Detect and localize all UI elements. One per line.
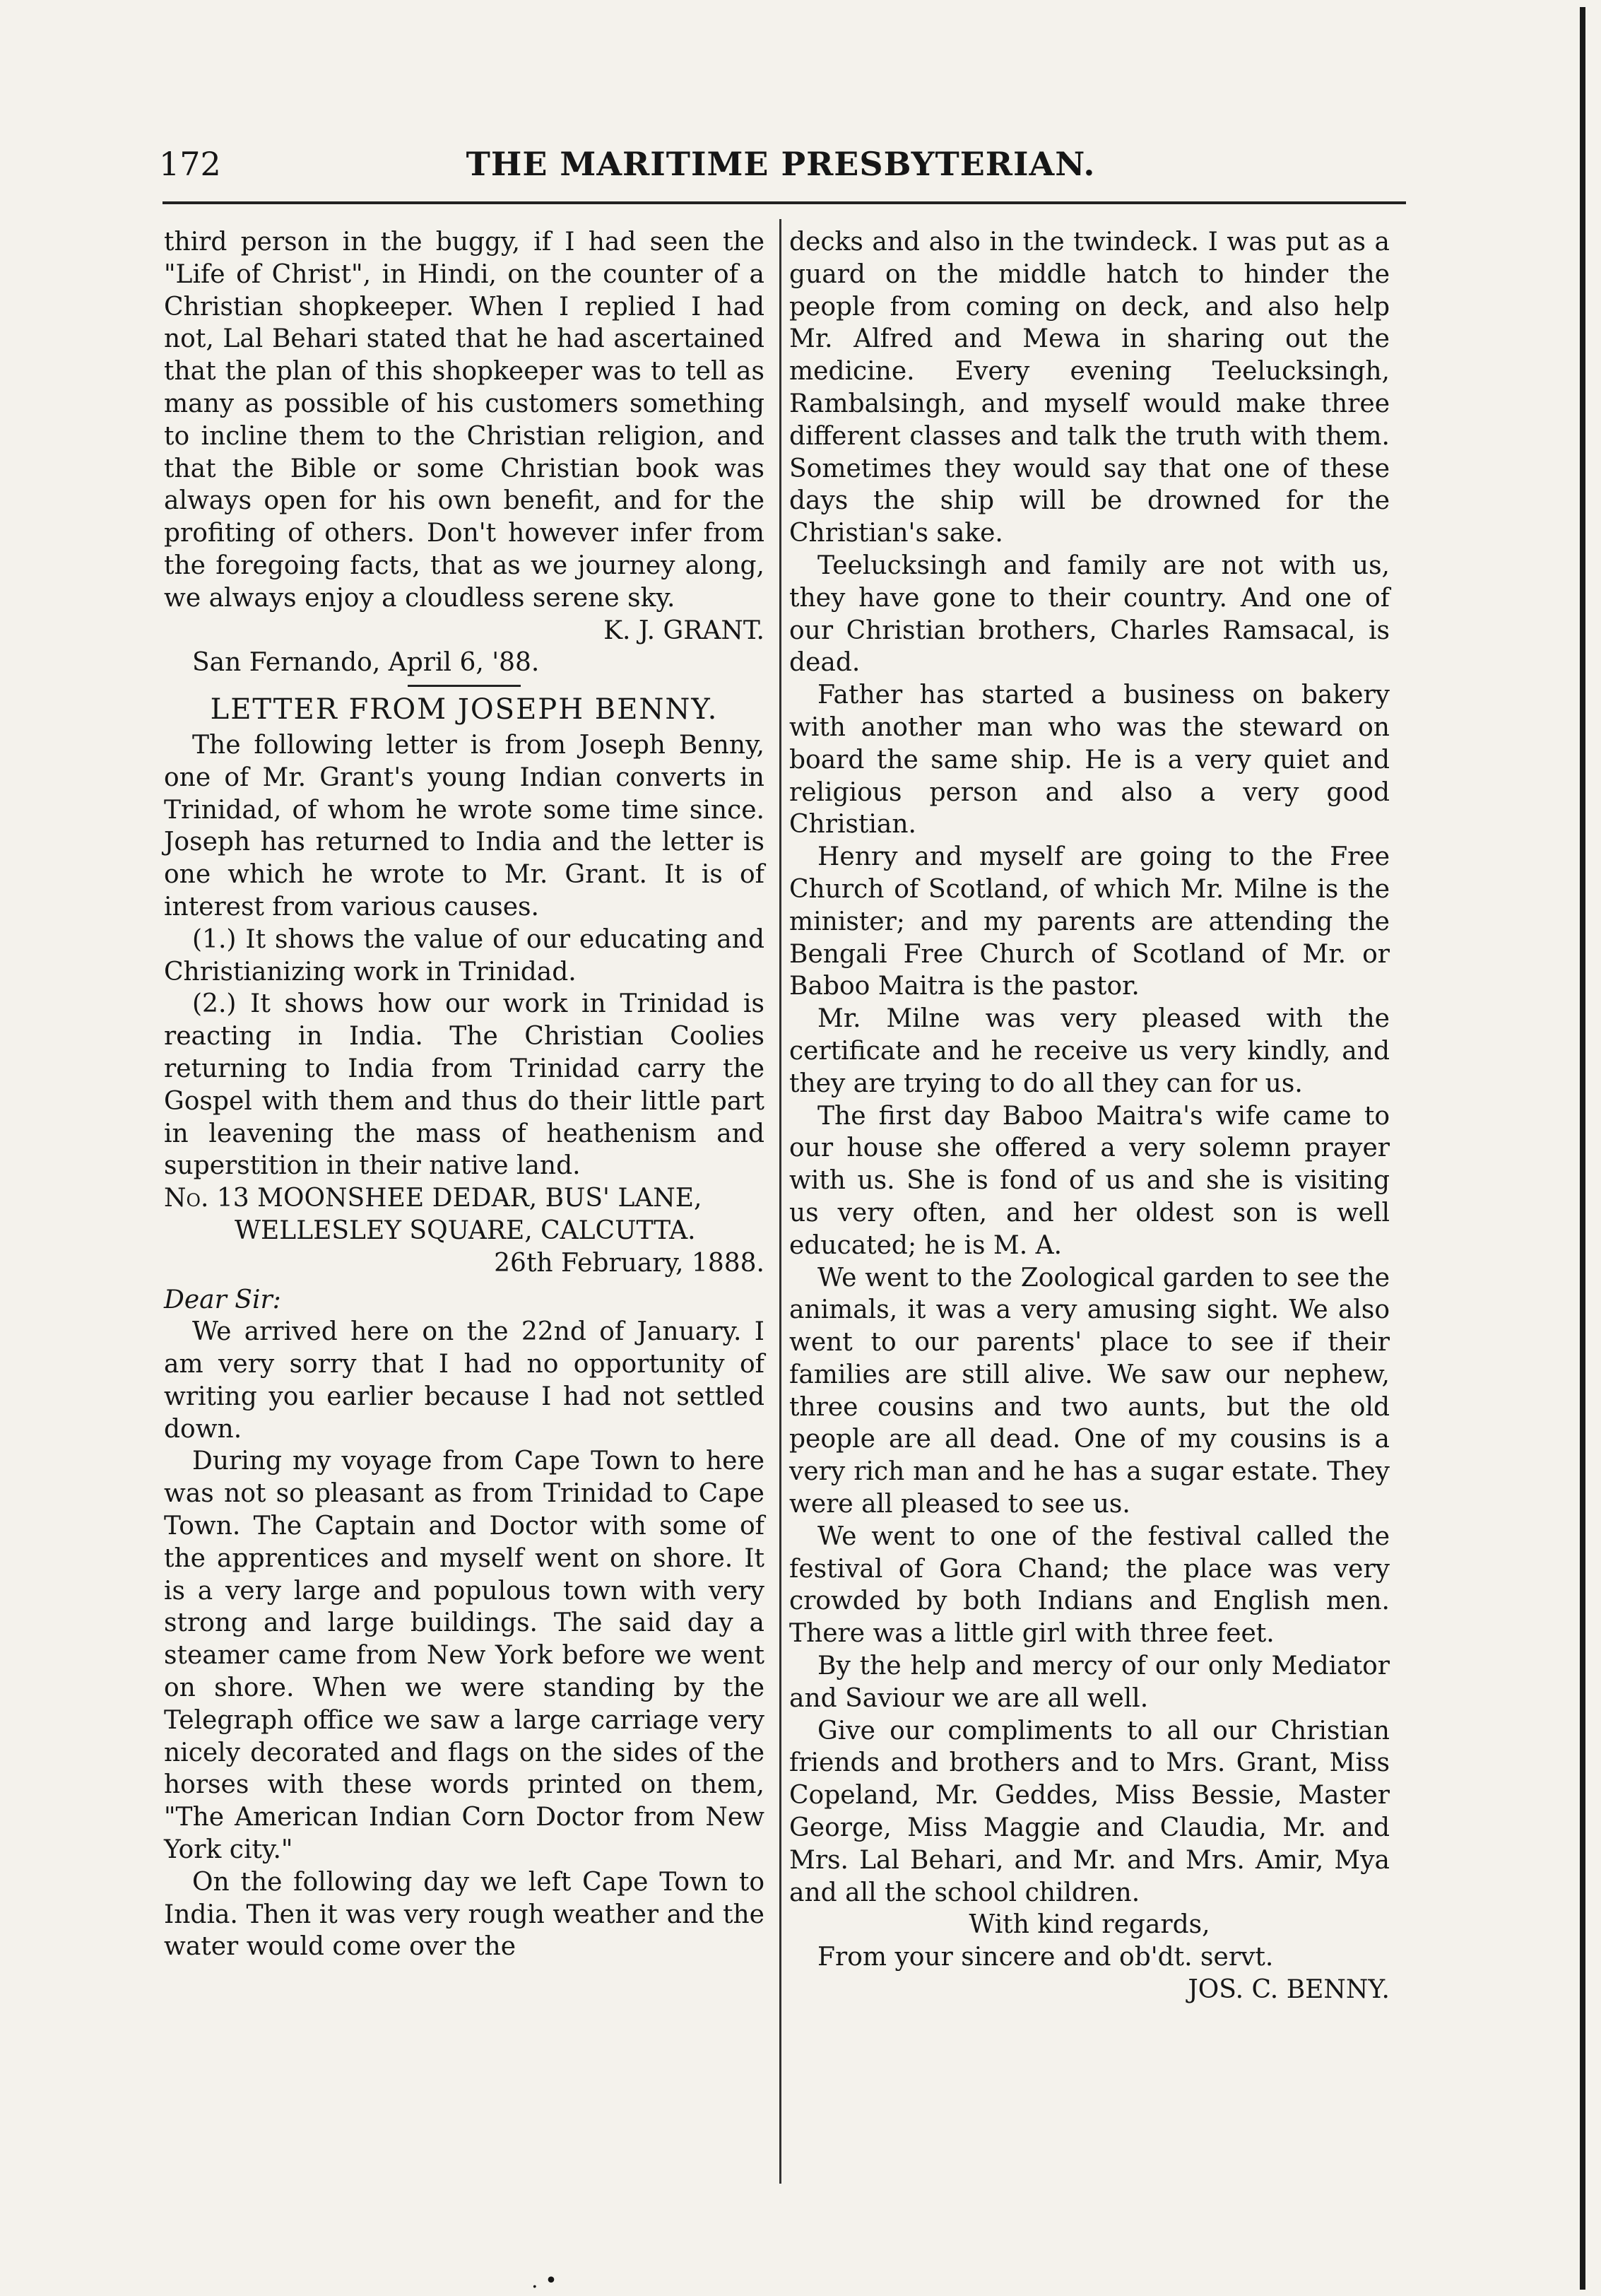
letter-heading: LETTER FROM JOSEPH BENNY.: [210, 693, 719, 726]
editor-note: The following letter is from Joseph Benny, one of Mr. Grant's young Indian converts in Trinidad, of whom he wrote some time since. Joseph has returned to India and the letter is one which he wrote to Mr. Grant. It is of interest from various causes.: [164, 730, 764, 922]
closing-from: From your sincere and ob'dt. servt.: [817, 1943, 1274, 1972]
address-line-1: No. 13 MOONSHEE DEDAR, BUS' LANE,: [164, 1184, 702, 1213]
paragraph-voyage: During my voyage from Cape Town to here was not so pleasant as from Trinidad to Cape Town. The Captain and Doctor with some of the apprentices and myself went on shore. It is a very large and populous town with very strong and large buildings. The said day a steamer came from New York before we went on shore. When we were standing by the Telegraph office we saw a large carriage very nicely decorated and flags on the sides of the horses with these words printed on them, "The American Indian Corn Doctor from New York city.": [164, 1447, 764, 1865]
closing-signature: JOS. C. BENNY.: [1188, 1975, 1390, 2005]
paragraph-festival: We went to one of the festival called the festival of Gora Chand; the place was very crowded by both Indians and English men. There was a little girl with three feet.: [789, 1521, 1390, 1649]
left-column: [164, 226, 764, 1963]
page-number: 172: [159, 145, 221, 183]
paragraph-zoo: We went to the Zoological garden to see the animals, it was a very amusing sight. We also went to our parents' place to see if their families are still alive. We saw our nephew, three cousins and two aunts, but the old people are all dead. One of my cousins is a very rich man and he has a sugar estate. They were all pleased to see us.: [789, 1263, 1390, 1519]
place-date: San Fernando, April 6, '88.: [192, 648, 540, 678]
paragraph-church: Henry and myself are going to the Free Church of Scotland, of which Mr. Milne is the minister; and my parents are attending the Bengali Free Church of Scotland of Mr. or Baboo Maitra is the pastor.: [789, 842, 1390, 1001]
intro-paragraph: third person in the buggy, if I had seen the "Life of Christ", in Hindi, on the counter of a Christian shopkeeper. When I replied I had not, Lal Behari stated that he had ascertained that the plan of this shopkeeper was to tell as many as possible of his customers something to incline them to the Christian religion, and that the Bible or some Christian book was always open for his own benefit, and for the profiting of others. Don't however infer from the foregoing facts, that as we journey along, we always enjoy a cloudless serene sky.: [164, 228, 764, 613]
page-header: [159, 145, 1402, 194]
paragraph-father: Father has started a business on bakery with another man who was the steward on board the same ship. He is a very quiet and religious person and also a very good Christian.: [789, 681, 1390, 840]
paragraph-teelucksingh: Teelucksingh and family are not with us, they have gone to their country. And one of our Christian brothers, Charles Ramsacal, is dead.: [789, 551, 1390, 678]
stray-mark: . •: [531, 2268, 557, 2293]
header-rule: [163, 201, 1406, 204]
page-edge-rule: [1580, 7, 1585, 2290]
salutation: Dear Sir:: [164, 1285, 281, 1314]
address-date: 26th February, 1888.: [494, 1248, 764, 1278]
paragraph-milne: Mr. Milne was very pleased with the certificate and he receive us very kindly, and they are trying to do all they can for us.: [789, 1004, 1390, 1098]
paragraph-following-day: On the following day we left Cape Town to India. Then it was very rough weather and the water would come over the: [164, 1867, 764, 1962]
closing-regards: With kind regards,: [969, 1910, 1210, 1940]
paragraph-arrived: We arrived here on the 22nd of January. I am very sorry that I had no opportunity of writing you earlier because I had not settled down.: [164, 1317, 764, 1444]
paragraph-maitra: The first day Baboo Maitra's wife came to our house she offered a very solemn prayer with us. She is fond of us and she is visiting us very often, and her oldest son is well educated; he is M. A.: [789, 1101, 1390, 1260]
right-column: [789, 226, 1390, 2006]
paragraph-mediator: By the help and mercy of our only Mediator and Saviour we are all well.: [789, 1652, 1390, 1713]
paragraph-decks: decks and also in the twindeck. I was put as a guard on the middle hatch to hinder the people from coming on deck, and also help Mr. Alfred and Mewa in sharing out the medicine. Every evening Teelucksingh, Rambalsingh, and myself would make three different classes and talk the truth with them. Sometimes they would say that one of these days the ship will be drowned for the Christian's sake.: [789, 228, 1390, 548]
address-line-2: WELLESLEY SQUARE, CALCUTTA.: [235, 1215, 696, 1245]
signature-grant: K. J. GRANT.: [603, 616, 764, 645]
column-divider: [779, 219, 781, 2184]
section-rule: [408, 685, 521, 687]
paragraph-compliments: Give our compliments to all our Christian friends and brothers and to Mrs. Grant, Miss Copeland, Mr. Geddes, Miss Bessie, Master George, Miss Maggie and Claudia, Mr. and Mrs. Lal Behari, and Mr. and Mrs. Amir, Mya and all the school children.: [789, 1716, 1390, 1907]
running-title: THE MARITIME PRESBYTERIAN.: [466, 145, 1096, 183]
point-two: (2.) It shows how our work in Trinidad is reacting in India. The Christian Coolies returning to India from Trinidad carry the Gospel with them and thus do their little part in leavening the mass of heathenism and superstition in their native land.: [164, 989, 764, 1181]
point-one: (1.) It shows the value of our educating and Christianizing work in Trinidad.: [164, 924, 764, 987]
